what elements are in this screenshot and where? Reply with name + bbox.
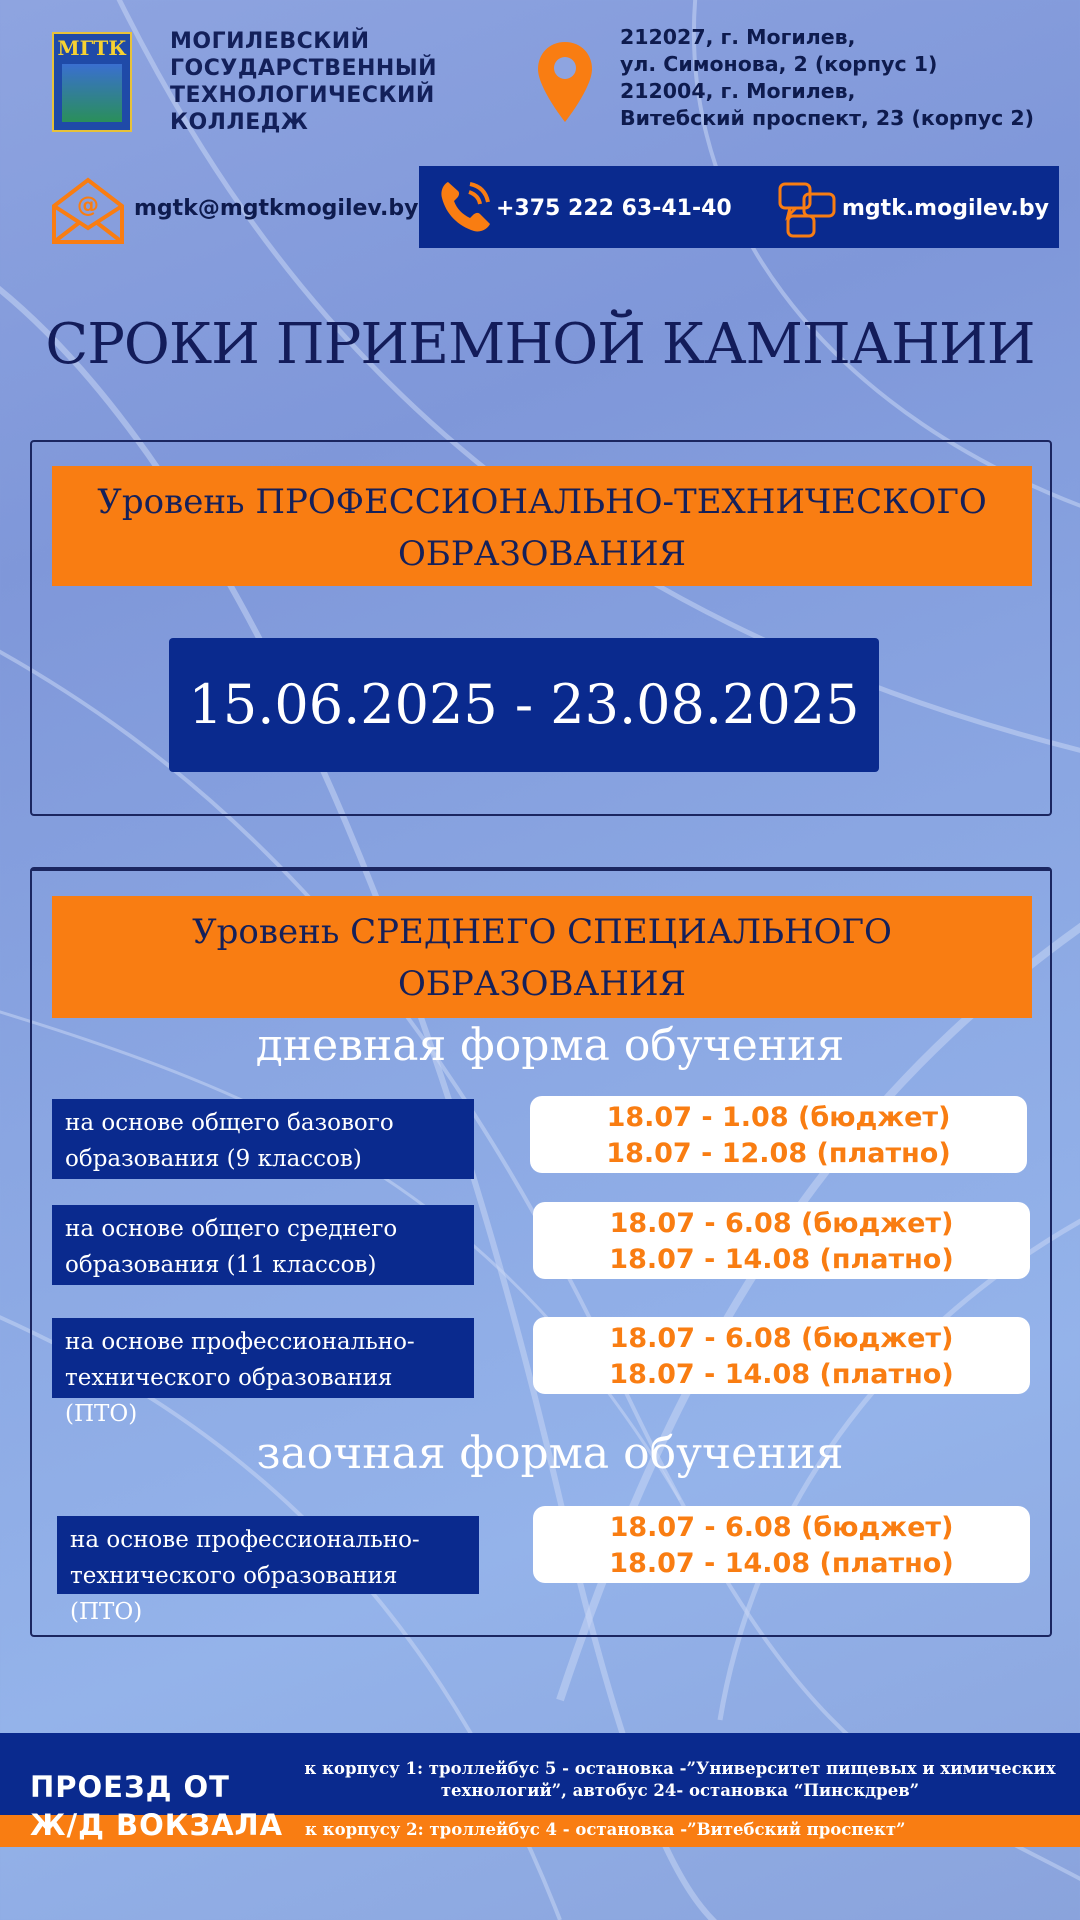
- route-building-2: к корпусу 2: троллейбус 4 - остановка -”Витебский проспект”: [305, 1820, 906, 1839]
- email-icon: [50, 176, 126, 246]
- route-building-1: [300, 1758, 1060, 1802]
- college-name-line: ГОСУДАРСТВЕННЫЙ: [170, 56, 438, 81]
- deadline-line: 18.07 - 12.08 (платно): [606, 1138, 951, 1169]
- pto-dates: 15.06.2025 - 23.08.2025: [169, 638, 879, 772]
- address-line: Витебский проспект, 23 (корпус 2): [620, 106, 1035, 130]
- basis-label: [57, 1516, 479, 1625]
- basis-label-line: на основе общего базового: [65, 1110, 394, 1136]
- basis-label: [52, 1205, 474, 1285]
- deadline-line: 18.07 - 14.08 (платно): [609, 1244, 954, 1275]
- phone-number[interactable]: +375 222 63-41-40: [496, 196, 732, 221]
- deadline-line: 18.07 - 6.08 (бюджет): [609, 1323, 954, 1354]
- pto-heading-line: Уровень ПРОФЕССИОНАЛЬНО-ТЕХНИЧЕСКОГО: [97, 482, 987, 522]
- basis-label-line: образования (11 классов): [65, 1252, 377, 1278]
- location-pin-icon: [535, 40, 595, 124]
- college-name-line: ТЕХНОЛОГИЧЕСКИЙ: [170, 83, 435, 108]
- deadline-line: 18.07 - 1.08 (бюджет): [606, 1102, 951, 1133]
- deadline-dates: [533, 1202, 1030, 1279]
- college-name-line: МОГИЛЕВСКИЙ: [170, 29, 370, 54]
- social-chat-icon: [778, 182, 838, 240]
- basis-label-line: технического образования (ПТО): [70, 1563, 398, 1625]
- basis-label-line: образования (9 классов): [65, 1146, 362, 1172]
- basis-label-line: на основе профессионально-: [65, 1329, 415, 1355]
- deadline-dates: [533, 1506, 1030, 1583]
- travel-title-line: ПРОЕЗД ОТ: [30, 1770, 230, 1804]
- phone-icon: [436, 176, 496, 236]
- college-name: [170, 28, 460, 136]
- deadline-line: 18.07 - 14.08 (платно): [609, 1548, 954, 1579]
- svg-text:@: @: [77, 193, 99, 218]
- route-line: к корпусу 1: троллейбус 5 - остановка -”Университет пищевых и химических: [304, 1759, 1056, 1778]
- deadline-line: 18.07 - 6.08 (бюджет): [609, 1208, 954, 1239]
- pto-heading-line: ОБРАЗОВАНИЯ: [397, 534, 687, 574]
- deadline-line: 18.07 - 14.08 (платно): [609, 1359, 954, 1390]
- pto-heading: [52, 466, 1032, 586]
- college-name-line: КОЛЛЕДЖ: [170, 110, 309, 135]
- sso-heading: [52, 896, 1032, 1018]
- address-line: 212027, г. Могилев,: [620, 25, 856, 49]
- website-link[interactable]: mgtk.mogilev.by: [842, 196, 1049, 221]
- distance-heading: заочная форма обучения: [256, 1428, 844, 1479]
- email-link[interactable]: mgtk@mgtkmogilev.by: [134, 196, 419, 221]
- address-line: ул. Симонова, 2 (корпус 1): [620, 52, 938, 76]
- route-line: технологий”, автобус 24- остановка “Пинскдрев”: [440, 1781, 920, 1800]
- daytime-heading: дневная форма обучения: [255, 1020, 845, 1071]
- address-block: [620, 24, 1060, 132]
- travel-title: [30, 1768, 300, 1844]
- logo-text: МГТК: [57, 36, 127, 60]
- travel-title-line: Ж/Д ВОКЗАЛА: [30, 1808, 284, 1842]
- basis-label-line: на основе профессионально-: [70, 1527, 420, 1553]
- deadline-dates: [530, 1096, 1027, 1173]
- page-title: СРОКИ ПРИЕМНОЙ КАМПАНИИ: [45, 312, 1035, 377]
- college-logo: [52, 32, 132, 132]
- basis-label-line: технического образования (ПТО): [65, 1365, 393, 1427]
- deadline-dates: [533, 1317, 1030, 1394]
- basis-label-line: на основе общего среднего: [65, 1216, 398, 1242]
- basis-label: [52, 1099, 474, 1179]
- basis-label: [52, 1318, 474, 1427]
- sso-heading-line: ОБРАЗОВАНИЯ: [397, 964, 687, 1004]
- deadline-line: 18.07 - 6.08 (бюджет): [609, 1512, 954, 1543]
- sso-heading-line: Уровень СРЕДНЕГО СПЕЦИАЛЬНОГО: [192, 912, 892, 952]
- address-line: 212004, г. Могилев,: [620, 79, 856, 103]
